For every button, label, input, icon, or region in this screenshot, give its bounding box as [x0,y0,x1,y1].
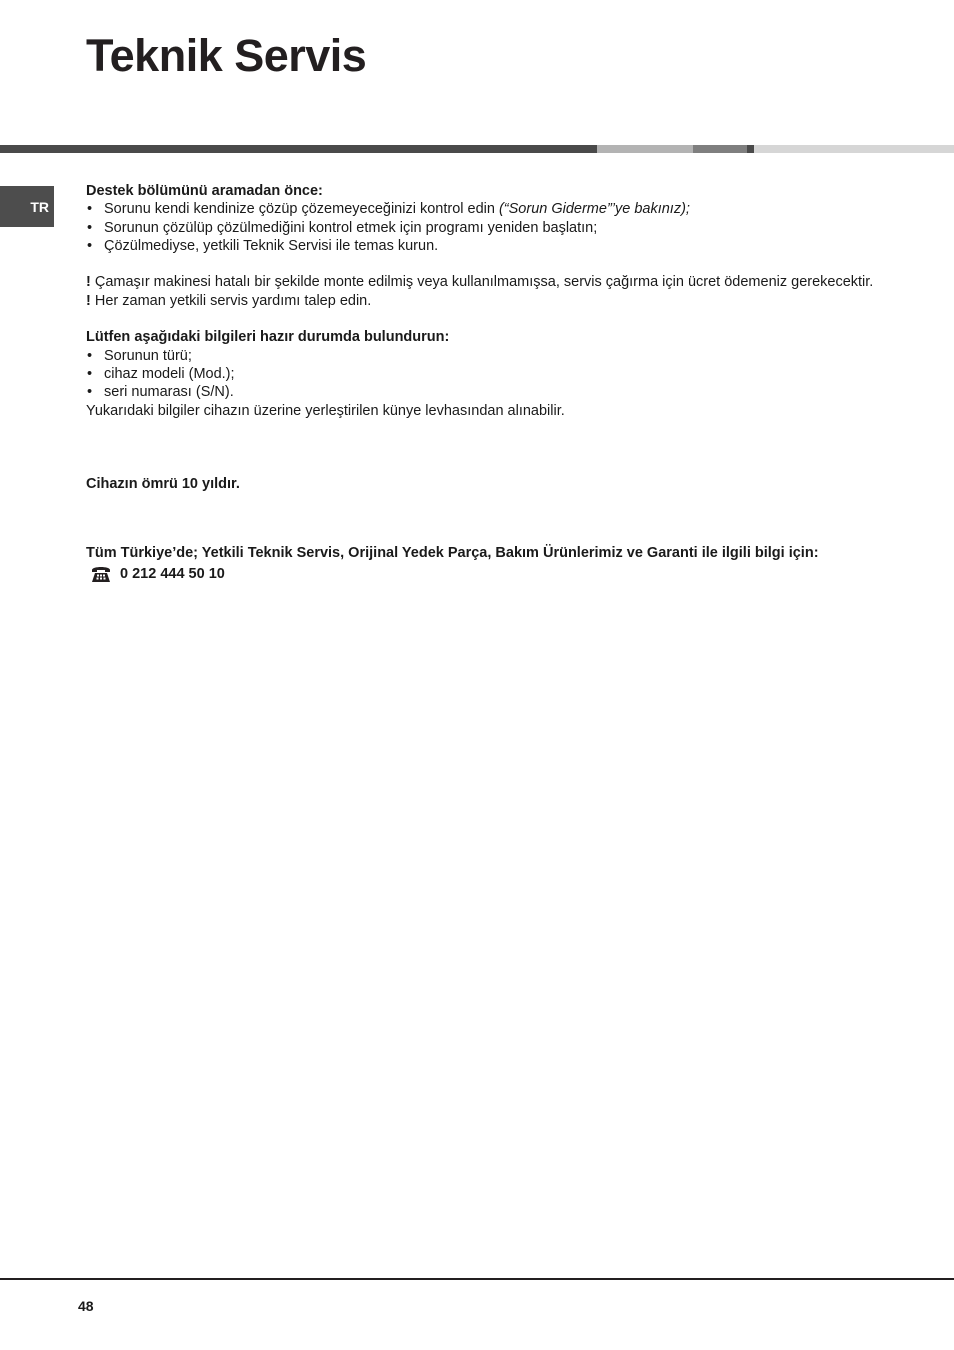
before-calling-heading: Destek bölümünü aramadan önce: [86,183,323,199]
service-info-text: Tüm Türkiye’de; Yetkili Teknik Servis, Orijinal Yedek Parça, Bakım Ürünlerimiz ve Garanti ile ilgili bilgi için: [86,545,819,561]
page-title: Teknik Servis [86,30,367,81]
band-segment [0,145,597,153]
before-calling-list [86,200,876,255]
telephone-icon [90,563,112,585]
warning-mark: ! [86,274,91,291]
phone-number[interactable]: 0 212 444 50 10 [120,566,225,582]
info-needed-heading: Lütfen aşağıdaki bilgileri hazır durumda bulundurun: [86,329,450,346]
warning-authorized-service: ! Her zaman yetkili servis yardımı talep edin. [86,292,372,309]
page-number: 48 [78,1298,94,1314]
list-item: • Sorunun çözülüp çözülmediğini kontrol etmek için programı yeniden başlatın; [86,219,876,237]
list-item: • Sorunu kendi kendinize çözüp çözemeyeceğinizi kontrol edin (“Sorun Giderme”’ye bakınız); [86,200,876,218]
warning-paid-service: ! Çamaşır makinesi hatalı bir şekilde monte edilmiş veya kullanılmamışsa, servis çağırma için ücret ödemeniz gerekecektir. [86,274,874,291]
footer-rule [0,1278,954,1280]
list-item: • cihaz modeli (Mod.); [86,365,876,383]
warning-mark: ! [86,292,91,309]
main-content [86,182,876,420]
info-needed-list [86,347,876,402]
phone-row [90,563,225,585]
product-lifetime: Cihazın ömrü 10 yıldır. [86,476,240,492]
info-source-note: Yukarıdaki bilgiler cihazın üzerine yerleştirilen künye levhasından alınabilir. [86,402,565,419]
band-segment [754,145,954,153]
list-item: • seri numarası (S/N). [86,383,876,401]
list-item: • Çözülmediyse, yetkili Teknik Servisi ile temas kurun. [86,237,876,255]
list-item: • Sorunun türü; [86,347,876,365]
band-segment [747,145,754,153]
header-color-band [0,145,954,153]
band-segment [597,145,693,153]
band-segment [693,145,747,153]
language-tab: TR [0,186,54,227]
